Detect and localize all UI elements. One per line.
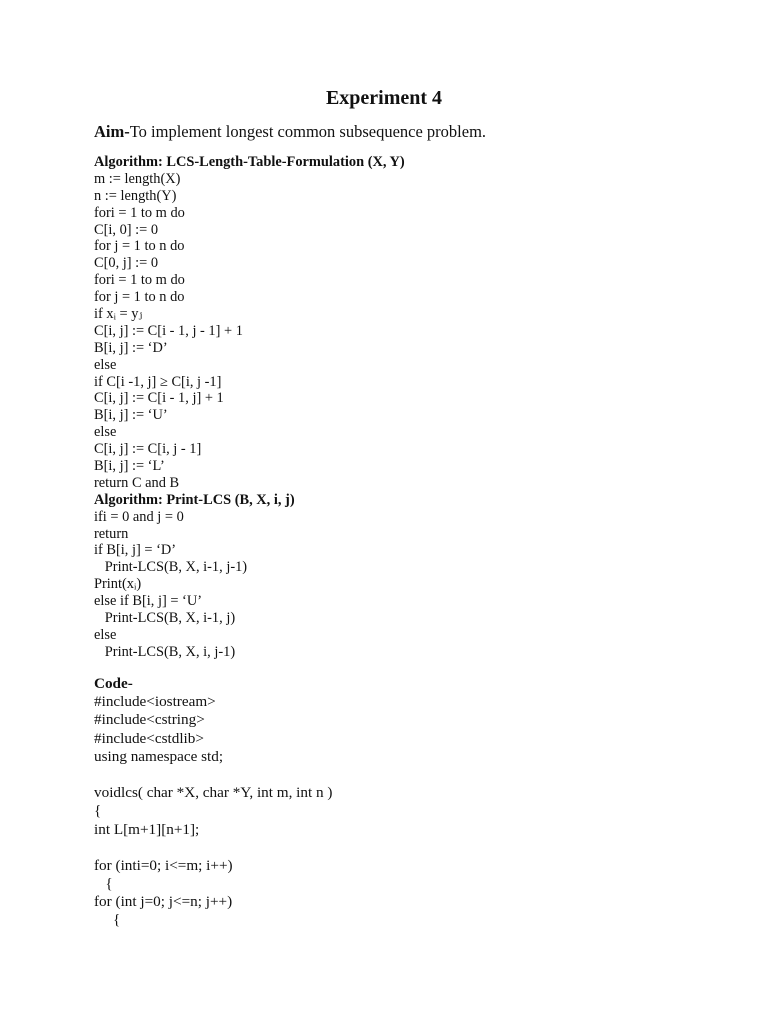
code-block <box>94 675 332 930</box>
algorithm-line-heading: Algorithm: LCS-Length-Table-Formulation (X, Y) <box>94 154 405 170</box>
algorithm-line: return C and B <box>94 474 180 491</box>
algorithm-line: return <box>94 525 129 542</box>
algorithm-line: Print-LCS(B, X, i, j-1) <box>94 643 236 660</box>
algorithm-line: C[i, 0] := 0 <box>94 221 159 238</box>
algorithm-line: Print-LCS(B, X, i-1, j-1) <box>94 559 248 576</box>
code-line: for (inti=0; i<=m; i++) <box>94 856 233 874</box>
algorithm-line-heading: Algorithm: Print-LCS (B, X, i, j) <box>94 491 295 508</box>
code-line: #include<cstring> <box>94 711 205 729</box>
code-line <box>94 766 332 784</box>
algorithm-line: else if B[i, j] = ‘U’ <box>94 593 203 610</box>
algorithm-block <box>94 154 405 661</box>
algorithm-line: Print-LCS(B, X, i-1, j) <box>94 610 236 627</box>
code-line: #include<iostream> <box>94 693 216 711</box>
page-title: Experiment 4 <box>325 87 443 109</box>
aim-statement <box>94 122 486 142</box>
algorithm-line: else <box>94 424 117 441</box>
code-line: int L[m+1][n+1]; <box>94 820 200 838</box>
algorithm-line: B[i, j] := ‘L’ <box>94 458 165 475</box>
algorithm-line: else <box>94 626 117 643</box>
code-line: { <box>94 911 121 929</box>
code-line <box>94 839 332 857</box>
algorithm-line: if B[i, j] = ‘D’ <box>94 542 177 559</box>
code-line: using namespace std; <box>94 747 224 765</box>
algorithm-line: B[i, j] := ‘D’ <box>94 339 168 356</box>
aim-text: To implement longest common subsequence problem. <box>129 122 487 141</box>
algorithm-line: fori = 1 to m do <box>94 272 185 289</box>
algorithm-line: n := length(Y) <box>94 187 177 204</box>
algorithm-line: else <box>94 356 117 373</box>
algorithm-line: Print(xᵢ) <box>94 576 142 593</box>
algorithm-line: B[i, j] := ‘U’ <box>94 407 168 424</box>
algorithm-line: if xᵢ = yⱼ <box>94 306 143 323</box>
algorithm-line: for j = 1 to n do <box>94 289 185 306</box>
code-line: { <box>94 802 102 820</box>
code-line: for (int j=0; j<=n; j++) <box>94 893 233 911</box>
algorithm-line: if C[i -1, j] ≥ C[i, j -1] <box>94 373 222 390</box>
algorithm-line: ifi = 0 and j = 0 <box>94 508 184 525</box>
aim-label: Aim- <box>94 122 130 141</box>
algorithm-line: fori = 1 to m do <box>94 204 185 221</box>
algorithm-line: for j = 1 to n do <box>94 238 185 255</box>
code-line: { <box>94 875 113 893</box>
code-line-heading: Code- <box>94 675 133 692</box>
algorithm-line: C[i, j] := C[i, j - 1] <box>94 441 202 458</box>
algorithm-line: m := length(X) <box>94 170 181 187</box>
algorithm-line: C[i, j] := C[i - 1, j - 1] + 1 <box>94 322 243 339</box>
code-line: #include<cstdlib> <box>94 729 204 747</box>
algorithm-line: C[0, j] := 0 <box>94 255 159 272</box>
code-line: voidlcs( char *X, char *Y, int m, int n ) <box>94 784 333 802</box>
algorithm-line: C[i, j] := C[i - 1, j] + 1 <box>94 390 224 407</box>
